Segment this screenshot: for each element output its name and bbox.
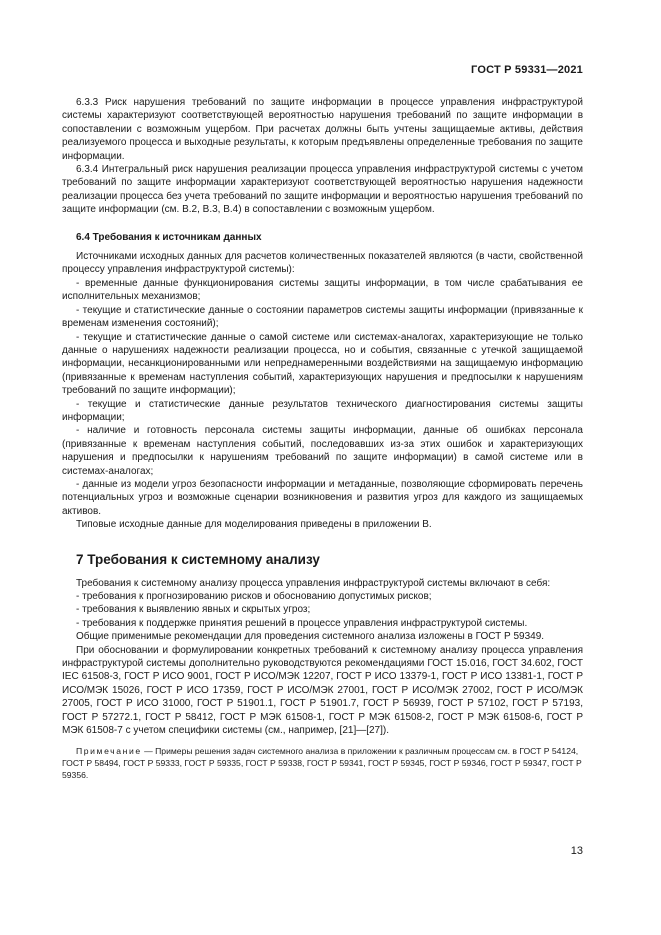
list-item: - текущие и статистические данные результатов технического диагностирования системы защиты информации;	[62, 398, 583, 423]
paragraph-6-3-4: 6.3.4 Интегральный риск нарушения реализации процесса управления инфраструктурой системы с учетом требований по защите информации характеризуют соответствующей вероятностью нарушения надежности реализации процесса без учета требований по защите информации и вероятностью нарушения требований по защите информации (см. В.2, В.3, В.4) в сопоставлении с возможным ущербом.	[62, 164, 583, 216]
list-item: - временные данные функционирования системы защиты информации, в том числе срабатывания ее исполнительных механизмов;	[62, 277, 583, 303]
list-item: - текущие и статистические данные о состоянии параметров системы защиты информации (привязанные к временам изменения состояний);	[62, 304, 583, 330]
page-number: 13	[570, 845, 583, 857]
paragraph: Источниками исходных данных для расчетов количественных показателей являются (в части, свойственной процессу управления инфраструктурой системы):	[62, 251, 583, 276]
list-item: - наличие и готовность персонала системы защиты информации, данные об ошибках персонала (привязанные к временам наступления событий, последовавших из-за этих ошибок и характеризующих нарушения и предпосылки к нарушениям требований по защите информации) в самой системе или в системах-аналогах;	[62, 425, 583, 477]
page-body	[62, 96, 583, 781]
section-heading-6-4: 6.4 Требования к источникам данных	[76, 231, 262, 243]
paragraph: Общие применимые рекомендации для проведения системного анализа изложены в ГОСТ Р 59349.	[76, 631, 545, 643]
note-label: Примечание	[76, 746, 142, 757]
document-header: ГОСТ Р 59331—2021	[471, 64, 583, 76]
list-item: - данные из модели угроз безопасности информации и метаданные, позволяющие сформировать перечень потенциальных угроз и возможные сценарии возникновения и развития угроз для каждого из защищаемых активов.	[62, 478, 583, 517]
section-heading-7: 7 Требования к системному анализу	[76, 551, 320, 567]
list-item: - требования к поддержке принятия решений в процессе управления инфраструктурой системы.	[76, 617, 528, 629]
list-item: - текущие и статистические данные о самой системе или системах-аналогах, характеризующие не только данные о нарушениях надежности реализации процесса, но и события, связанные с утечкой защищаемой информации, несанкционированными или непреднамеренными воздействиями на защищаемую информацию (привязанные к временам наступления событий, характеризующих нарушения и предпосылки к нарушениям требований по защите информации);	[62, 331, 583, 397]
note-text: — Примеры решения задач системного анализа в приложении к различным процессам см. в ГОСТ Р 54124, ГОСТ Р 58494, ГОСТ Р 59333, ГОСТ Р 59335, ГОСТ Р 59338, ГОСТ Р 59341, ГОСТ Р 59345, ГОСТ Р 59346, ГОСТ Р 59347, ГОСТ Р 59356.	[62, 746, 582, 781]
note	[62, 745, 583, 781]
paragraph-6-3-3: 6.3.3 Риск нарушения требований по защите информации в процессе управления инфраструктурой системы характеризуют соответствующей вероятностью нарушения требований по защите информации в сопоставлении с возможным ущербом. При расчетах должны быть учтены защищаемые активы, действия реализуемого процесса и выходные результаты, к которым предъявлены определенные требования по защите информации.	[62, 97, 583, 162]
list-item: - требования к прогнозированию рисков и обоснованию допустимых рисков;	[76, 591, 432, 602]
paragraph: Требования к системному анализу процесса управления инфраструктурой системы включают в себя:	[76, 577, 551, 589]
list-item: - требования к выявлению явных и скрытых угроз;	[76, 604, 311, 616]
paragraph: Типовые исходные данные для моделирования приведены в приложении В.	[76, 519, 432, 531]
paragraph: При обосновании и формулировании конкретных требований к системному анализу процесса управления инфраструктурой системы дополнительно руководствуются рекомендациями ГОСТ 15.016, ГОСТ 34.602, ГОСТ IEC 61508-3, ГОСТ Р ИСО 9001, ГОСТ Р ИСО/МЭК 12207, ГОСТ Р ИСО 13379-1, ГОСТ Р ИСО 13381-1, ГОСТ Р ИСО/МЭК 15026, ГОСТ Р ИСО 17359, ГОСТ Р ИСО/МЭК 27001, ГОСТ Р ИСО/МЭК 27002, ГОСТ Р ИСО/МЭК 27005, ГОСТ Р ИСО 31000, ГОСТ Р 51901.1, ГОСТ Р 51901.7, ГОСТ Р 56939, ГОСТ Р 57102, ГОСТ Р 57193, ГОСТ Р 57272.1, ГОСТ Р 58412, ГОСТ Р МЭК 61508-1, ГОСТ Р МЭК 61508-2, ГОСТ Р МЭК 61508-6, ГОСТ Р МЭК 61508-7 с учетом специфики системы (см., например, [21]—[27]).	[62, 644, 583, 737]
